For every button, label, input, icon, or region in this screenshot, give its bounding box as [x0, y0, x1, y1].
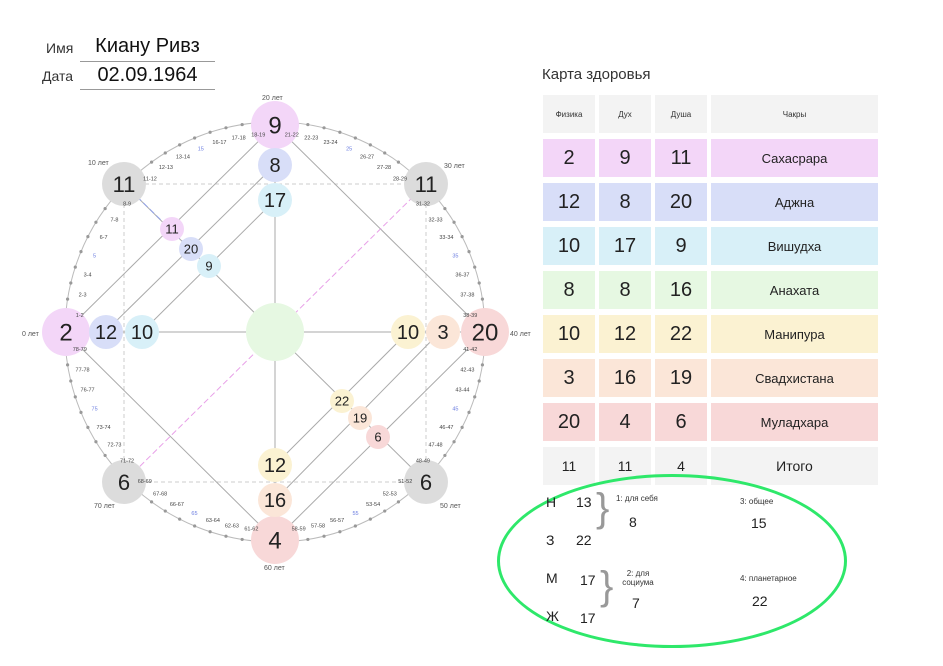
age-tick: 78-79: [72, 347, 87, 354]
node-d2: [179, 237, 203, 261]
col-physics: Физика: [543, 95, 595, 133]
age-40: 40 лет: [510, 331, 531, 338]
chakra-value: 2: [543, 139, 595, 177]
age-tick: 12-13: [158, 164, 173, 171]
age-tick: 77-78: [75, 367, 90, 374]
age-dot: [94, 221, 97, 224]
chakra-value: 22: [655, 315, 707, 353]
name-label: Имя: [46, 40, 74, 56]
chakra-value: 16: [599, 359, 651, 397]
age-tick: 11-12: [143, 176, 157, 183]
svg-text:2: 2: [59, 319, 73, 347]
node-top: [251, 101, 299, 149]
age-dot: [193, 524, 196, 527]
total-cell: 11: [543, 447, 595, 485]
age-tick: 72-73: [107, 442, 122, 449]
n-value: 13: [576, 494, 592, 510]
p1-value: 8: [629, 514, 637, 530]
node-e1: [330, 389, 354, 413]
age-tick: 76-77: [80, 387, 95, 394]
age-tick: 47-48: [428, 442, 443, 449]
age-dot: [74, 395, 77, 398]
p4-caption: 4: планетарное: [740, 574, 797, 583]
svg-text:20: 20: [183, 241, 199, 257]
age-dot: [443, 207, 446, 210]
m-label: М: [546, 570, 558, 586]
svg-text:17: 17: [263, 190, 287, 213]
age-tick: 25: [346, 146, 353, 153]
svg-text:6: 6: [374, 429, 382, 445]
node-top-left: [102, 162, 146, 206]
age-0: 0 лет: [22, 331, 39, 338]
date-value: 02.09.1964: [97, 64, 198, 86]
chakra-value: 11: [655, 139, 707, 177]
age-tick: 66-67: [169, 501, 184, 508]
age-tick: 38-39: [463, 312, 478, 319]
age-20: 20 лет: [262, 95, 283, 102]
chakra-name: Вишудха: [711, 227, 878, 265]
chakra-value: 3: [543, 359, 595, 397]
svg-text:12: 12: [94, 322, 118, 345]
total-cell: Итого: [711, 447, 878, 485]
age-tick: 48-49: [415, 458, 430, 465]
age-tick: 3-4: [83, 272, 92, 279]
age-tick: 36-37: [455, 272, 470, 279]
svg-text:16: 16: [263, 490, 287, 513]
node-d1: [160, 217, 184, 241]
node-e3: [366, 425, 390, 449]
chakra-value: 16: [655, 271, 707, 309]
node-e2: [348, 406, 372, 430]
chakra-name: Муладхара: [711, 403, 878, 441]
age-dot: [473, 395, 476, 398]
age-tick: 65: [191, 510, 198, 517]
age-tick: 53-54: [366, 501, 381, 508]
chakra-value: 20: [655, 183, 707, 221]
p2-value: 7: [632, 595, 640, 611]
p1-caption: 1: для себя: [616, 494, 658, 503]
health-table: [539, 89, 882, 491]
zh-label: Ж: [546, 608, 559, 624]
brace-bottom: }: [600, 564, 614, 608]
chakra-name: Аджна: [711, 183, 878, 221]
age-tick: 16-17: [212, 139, 227, 146]
age-tick: 8-9: [123, 201, 132, 208]
node-center: [246, 303, 304, 361]
age-dot: [322, 126, 325, 129]
svg-text:19: 19: [352, 410, 368, 426]
age-dot: [478, 379, 481, 382]
age-tick: 13-14: [175, 154, 190, 161]
svg-text:11: 11: [165, 221, 179, 237]
health-title: Карта здоровья: [542, 66, 651, 83]
age-tick: 17-18: [231, 135, 246, 142]
p3-caption: 3: общее: [740, 497, 774, 506]
chakra-value: 8: [543, 271, 595, 309]
age-dot: [452, 440, 455, 443]
age-tick: 32-33: [428, 217, 443, 224]
age-tick: 55: [352, 510, 359, 517]
age-dot: [209, 131, 212, 134]
svg-text:6: 6: [419, 469, 433, 495]
age-tick: 5: [93, 253, 97, 260]
age-tick: 21-22: [284, 132, 299, 139]
age-tick: 43-44: [455, 387, 470, 394]
age-dot: [322, 535, 325, 538]
z-value: 22: [576, 532, 592, 548]
col-chakras: Чакры: [711, 95, 878, 133]
age-dot: [104, 207, 107, 210]
age-dot: [306, 538, 309, 541]
chakra-value: 10: [543, 315, 595, 353]
age-dot: [164, 151, 167, 154]
chakra-name: Свадхистана: [711, 359, 878, 397]
age-tick: 42-43: [460, 367, 475, 374]
node-bottom: [251, 516, 299, 564]
chakra-value: 19: [655, 359, 707, 397]
svg-text:22: 22: [334, 393, 350, 409]
age-60: 60 лет: [264, 565, 285, 572]
age-dot: [86, 426, 89, 429]
age-tick: 41-42: [463, 347, 478, 354]
age-dot: [178, 518, 181, 521]
p3-value: 15: [751, 515, 767, 531]
age-dot: [452, 221, 455, 224]
z-label: З: [546, 532, 555, 548]
node-left-3: [125, 315, 159, 349]
chakra-row: [543, 227, 878, 265]
chakra-value: 8: [599, 183, 651, 221]
age-dot: [481, 363, 484, 366]
age-tick: 7-8: [110, 217, 119, 224]
age-dot: [354, 136, 357, 139]
chakra-value: 12: [599, 315, 651, 353]
node-right-3: [391, 315, 425, 349]
age-dot: [397, 500, 400, 503]
age-dot: [94, 440, 97, 443]
age-dot: [150, 500, 153, 503]
svg-text:10: 10: [396, 322, 420, 345]
zh-value: 17: [580, 610, 596, 626]
age-tick: 56-57: [330, 518, 345, 525]
age-tick: 52-53: [382, 491, 397, 498]
chakra-value: 6: [655, 403, 707, 441]
age-tick: 71-72: [120, 458, 135, 465]
age-tick: 26-27: [360, 154, 375, 161]
svg-text:11: 11: [414, 171, 438, 197]
svg-text:6: 6: [117, 469, 131, 495]
age-tick: 23-24: [323, 139, 338, 146]
age-tick: 63-64: [205, 518, 220, 525]
chakra-row: [543, 403, 878, 441]
age-dot: [306, 123, 309, 126]
age-dot: [79, 411, 82, 414]
chakra-value: 17: [599, 227, 651, 265]
node-bottom-2: [258, 483, 292, 517]
age-dot: [478, 281, 481, 284]
brace-top: }: [596, 486, 610, 530]
age-tick: 15: [197, 146, 204, 153]
age-70: 70 лет: [94, 503, 115, 510]
age-dot: [209, 530, 212, 533]
age-dot: [338, 530, 341, 533]
chakra-value: 4: [599, 403, 651, 441]
chakra-value: 9: [655, 227, 707, 265]
age-dot: [397, 161, 400, 164]
chakra-row: [543, 315, 878, 353]
age-dot: [383, 151, 386, 154]
age-30: 30 лет: [444, 163, 465, 170]
chakra-name: Анахата: [711, 271, 878, 309]
p2-caption: 2: для социума: [622, 569, 654, 587]
chakra-name: Сахасрара: [711, 139, 878, 177]
date-label: Дата: [42, 68, 74, 84]
age-tick: 61-62: [244, 526, 259, 533]
total-cell: 4: [655, 447, 707, 485]
node-d3: [197, 254, 221, 278]
age-tick: 6-7: [99, 234, 108, 241]
age-dot: [369, 143, 372, 146]
age-dot: [193, 136, 196, 139]
age-tick: 75: [91, 406, 98, 413]
chakra-row: [543, 139, 878, 177]
chakra-value: 20: [543, 403, 595, 441]
svg-text:20: 20: [471, 319, 499, 347]
node-top-right: [404, 162, 448, 206]
age-tick: 73-74: [96, 425, 111, 432]
age-dot: [224, 535, 227, 538]
age-dot: [224, 126, 227, 129]
age-tick: 33-34: [439, 234, 454, 241]
m-value: 17: [580, 572, 596, 588]
col-soul: Душа: [655, 95, 707, 133]
age-dot: [481, 298, 484, 301]
age-dot: [467, 250, 470, 253]
svg-text:8: 8: [269, 155, 281, 178]
age-tick: 58-59: [291, 526, 306, 533]
age-tick: 51-52: [398, 479, 413, 486]
age-dot: [79, 250, 82, 253]
age-tick: 68-69: [137, 479, 152, 486]
age-dot: [461, 235, 464, 238]
age-tick: 35: [452, 253, 459, 260]
age-dot: [69, 379, 72, 382]
age-tick: 62-63: [224, 523, 239, 530]
chakra-row: [543, 183, 878, 221]
age-dot: [104, 454, 107, 457]
node-right-2: [426, 315, 460, 349]
age-dot: [354, 524, 357, 527]
age-dot: [86, 235, 89, 238]
chakra-value: 10: [543, 227, 595, 265]
svg-text:3: 3: [437, 322, 449, 345]
node-top-3: [258, 183, 292, 217]
node-bottom-3: [258, 448, 292, 482]
age-tick: 27-28: [377, 164, 392, 171]
age-10: 10 лет: [88, 160, 109, 167]
age-dot: [383, 509, 386, 512]
node-top-2: [258, 148, 292, 182]
total-cell: 11: [599, 447, 651, 485]
n-label: Н: [546, 494, 557, 510]
chakra-value: 12: [543, 183, 595, 221]
age-tick: 2-3: [78, 292, 87, 299]
age-tick: 18-19: [251, 132, 266, 139]
age-dot: [369, 518, 372, 521]
age-dot: [178, 143, 181, 146]
age-dot: [241, 538, 244, 541]
svg-text:4: 4: [268, 527, 282, 555]
age-dot: [467, 411, 470, 414]
chakra-row: [543, 271, 878, 309]
chakra-value: 8: [599, 271, 651, 309]
age-tick: 37-38: [460, 292, 475, 299]
chakra-value: 9: [599, 139, 651, 177]
age-dot: [66, 298, 69, 301]
svg-text:9: 9: [205, 258, 213, 274]
age-50: 50 лет: [440, 503, 461, 510]
age-dot: [66, 363, 69, 366]
chakra-name: Манипура: [711, 315, 878, 353]
p4-value: 22: [752, 593, 768, 609]
age-dot: [241, 123, 244, 126]
svg-text:11: 11: [112, 171, 136, 197]
age-dot: [473, 266, 476, 269]
age-dot: [338, 131, 341, 134]
col-spirit: Дух: [599, 95, 651, 133]
age-tick: 22-23: [304, 135, 319, 142]
age-tick: 45: [452, 406, 459, 413]
age-dot: [150, 161, 153, 164]
age-dot: [74, 266, 77, 269]
age-tick: 46-47: [439, 425, 454, 432]
node-left-2: [89, 315, 123, 349]
age-dot: [69, 281, 72, 284]
age-tick: 1-2: [75, 312, 84, 319]
age-dot: [164, 509, 167, 512]
chakra-row: [543, 359, 878, 397]
age-dot: [443, 454, 446, 457]
age-tick: 28-29: [392, 176, 408, 183]
age-dot: [461, 426, 464, 429]
svg-text:10: 10: [130, 322, 154, 345]
age-tick: 31-32: [415, 201, 430, 208]
svg-text:9: 9: [268, 112, 282, 140]
age-tick: 57-58: [311, 523, 326, 530]
age-tick: 67-68: [153, 491, 168, 498]
svg-text:12: 12: [263, 455, 287, 478]
name-value: Киану Ривз: [95, 35, 200, 57]
